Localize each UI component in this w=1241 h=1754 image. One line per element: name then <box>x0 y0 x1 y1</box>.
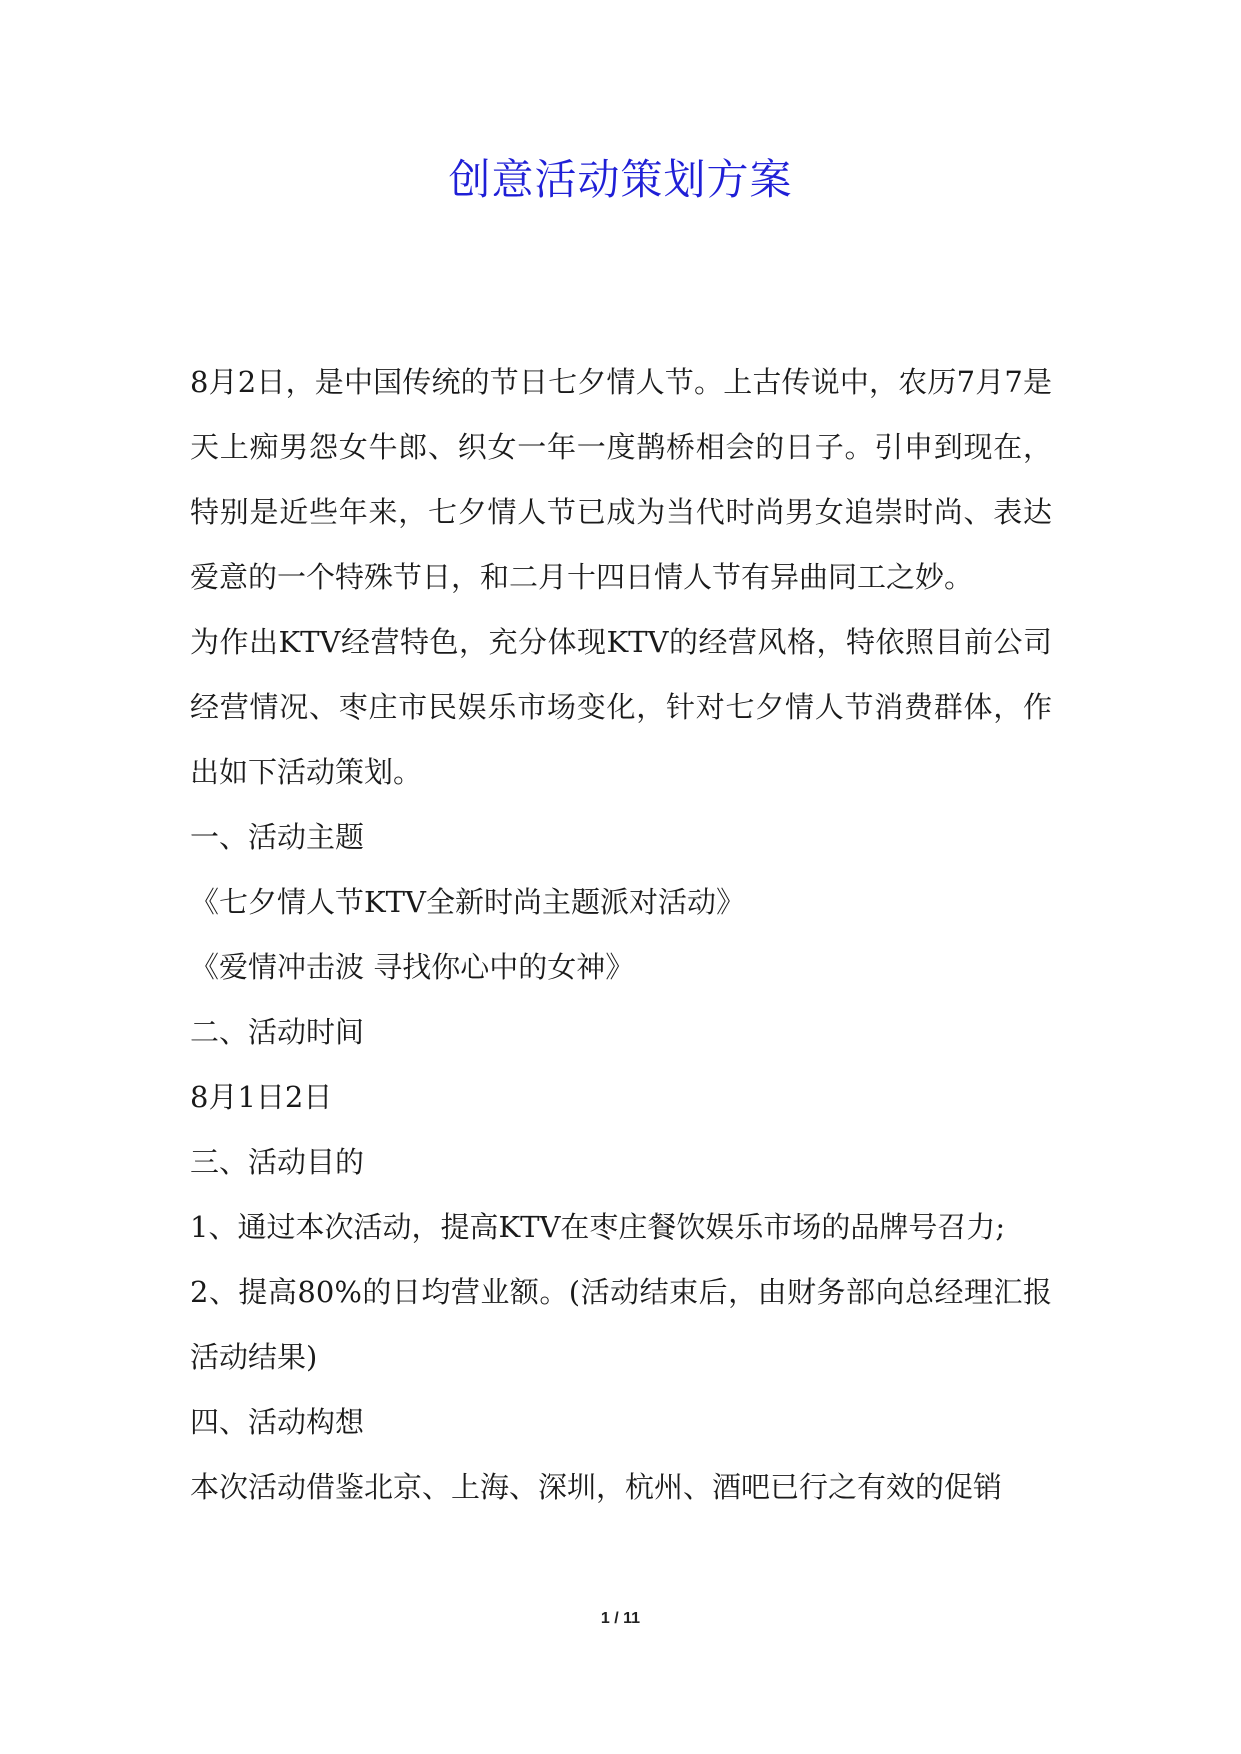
page-number: 1 / 11 <box>600 1610 641 1627</box>
section-heading-theme: 一、活动主题 <box>190 820 365 854</box>
activity-date: 8月1日2日 <box>190 1080 333 1114</box>
theme-line-2: 《爱情冲击波 寻找你心中的女神》 <box>190 950 635 984</box>
paragraph-purpose-statement: 为作出KTV经营特色，充分体现KTV的经营风格，特依照目前公司经营情况、枣庄市民娱乐市场变化，针对七夕情人节消费群体，作出如下活动策划。 <box>190 625 1052 789</box>
document-body <box>190 350 1052 1520</box>
theme-line-1: 《七夕情人节KTV全新时尚主题派对活动》 <box>190 885 745 919</box>
paragraph-intro: 8月2日，是中国传统的节日七夕情人节。上古传说中，农历7月7是天上痴男怨女牛郎、织女一年一度鹊桥相会的日子。引申到现在，特别是近些年来，七夕情人节已成为当代时尚男女追崇时尚、表达爱意的一个特殊节日，和二月十四日情人节有异曲同工之妙。 <box>190 365 1052 594</box>
concept-paragraph: 本次活动借鉴北京、上海、深圳，杭州、酒吧已行之有效的促销 <box>190 1470 1003 1504</box>
section-heading-time: 二、活动时间 <box>190 1015 365 1049</box>
section-heading-concept: 四、活动构想 <box>190 1405 365 1439</box>
goal-item-2: 2、提高80%的日均营业额。(活动结束后，由财务部向总经理汇报活动结果) <box>190 1275 1052 1374</box>
document-title: 创意活动策划方案 <box>448 155 793 204</box>
goal-item-1: 1、通过本次活动，提高KTV在枣庄餐饮娱乐市场的品牌号召力; <box>190 1210 1006 1244</box>
section-heading-goal: 三、活动目的 <box>190 1145 365 1179</box>
